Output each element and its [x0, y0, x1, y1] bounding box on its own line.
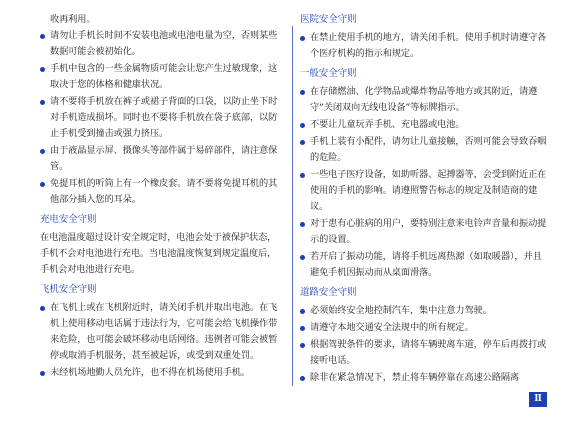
- hospital-safety-list: [300, 30, 548, 62]
- hospital-safety-heading: 医院安全守则: [300, 14, 357, 25]
- column-divider: [292, 26, 293, 386]
- list-item: 请不要将手机放在裤子或裙子背面的口袋，以防止坐下时对手机造成损坏。同时也不要将手机放在袋子底部，以防止手机受到撞击或强力挤压。: [40, 94, 284, 142]
- list-item: 在存储燃油、化学物品或爆炸物品等地方或其附近，请遵守“关闭双向无线电设备”等标牌指示。: [300, 84, 548, 116]
- list-item: 免提耳机的听筒上有一个橡皮套。请不要将免提耳机的其他部分插入您的耳朵。: [40, 176, 284, 208]
- charging-safety-heading: 充电安全守则: [40, 214, 97, 225]
- flight-safety-list: [40, 300, 284, 381]
- list-item: 在禁止使用手机的地方，请关闭手机。使用手机时请遵守各个医疗机构的指示和规定。: [300, 30, 548, 62]
- bullet-icon: [300, 222, 305, 227]
- bullet-icon: [40, 100, 45, 105]
- road-safety-heading: 道路安全守则: [300, 287, 357, 298]
- bullet-icon: [300, 255, 305, 260]
- list-item: 手机上装有小配件，请勿让儿童接触，否则可能会导致吞咽的危险。: [300, 134, 548, 166]
- continuation-text: 收再利用。: [50, 14, 96, 25]
- bullet-icon: [300, 309, 305, 314]
- list-item: 若开启了振动功能，请将手机远离热源（如取暖器），并且避免手机因振动而从桌面滑落。: [300, 249, 548, 281]
- bullet-icon: [300, 326, 305, 331]
- list-item: 请遵守本地交通安全法规中的所有规定。: [300, 320, 548, 336]
- page-number-badge: Ⅱ: [529, 392, 547, 407]
- list-item: 根据驾驶条件的要求，请将车辆驶离车道，停车后再拨打或接听电话。: [300, 337, 548, 369]
- bullet-icon: [40, 306, 45, 311]
- bullet-icon: [300, 343, 305, 348]
- road-safety-list: [300, 303, 548, 386]
- bullet-icon: [300, 376, 305, 381]
- bullet-icon: [300, 36, 305, 41]
- bullet-icon: [40, 67, 45, 72]
- charging-safety-text: 在电池温度超过设计安全规定时，电池会处于被保护状态，手机不会对电池进行充电。当电池温度恢复到规定温度后，手机会对电池进行充电。: [40, 232, 277, 275]
- bullet-icon: [300, 173, 305, 178]
- bullet-icon: [40, 149, 45, 154]
- list-item: 对于患有心脏病的用户，要特别注意来电铃声音量和振动提示的设置。: [300, 216, 548, 248]
- general-usage-list: [40, 28, 284, 208]
- bullet-icon: [40, 34, 45, 39]
- bullet-icon: [300, 140, 305, 145]
- list-item: 未经机场地勤人员允许，也不得在机场使用手机。: [40, 365, 284, 381]
- left-column: [40, 12, 284, 382]
- list-item: 手机中包含的一些金属物质可能会让您产生过敏现象，这取决于您的体格和健康状况。: [40, 61, 284, 93]
- list-item: 由于液晶显示屏、摄像头等部件属于易碎部件，请注意保管。: [40, 143, 284, 175]
- bullet-icon: [300, 123, 305, 128]
- list-item: 在飞机上或在飞机附近时，请关闭手机并取出电池。在飞机上使用移动电话属于违法行为，它可能会给飞机操作带来危险，也可能会破坏移动电话网络。违例者可能会被暂停或取消手机服务，甚至被起诉，或受到双重处罚。: [40, 300, 284, 364]
- list-item: 必须始终安全地控制汽车，集中注意力驾驶。: [300, 303, 548, 319]
- general-safety-list: [300, 84, 548, 281]
- bullet-icon: [40, 182, 45, 187]
- general-safety-heading: 一般安全守则: [300, 68, 357, 79]
- flight-safety-heading: 飞机安全守则: [40, 284, 97, 295]
- right-column: [300, 12, 548, 387]
- bullet-icon: [40, 371, 45, 376]
- list-item: 除非在紧急情况下，禁止将车辆停靠在高速公路隔离: [300, 370, 548, 386]
- list-item: 不要让儿童玩弄手机、充电器或电池。: [300, 117, 548, 133]
- bullet-icon: [300, 90, 305, 95]
- list-item: 请勿让手机长时间不安装电池或电池电量为空，否则某些数据可能会被初始化。: [40, 28, 284, 60]
- list-item: 一些电子医疗设备，如助听器、起搏器等，会受到附近正在使用的手机的影响。请遵照警告标志的规定及制造商的建议。: [300, 167, 548, 215]
